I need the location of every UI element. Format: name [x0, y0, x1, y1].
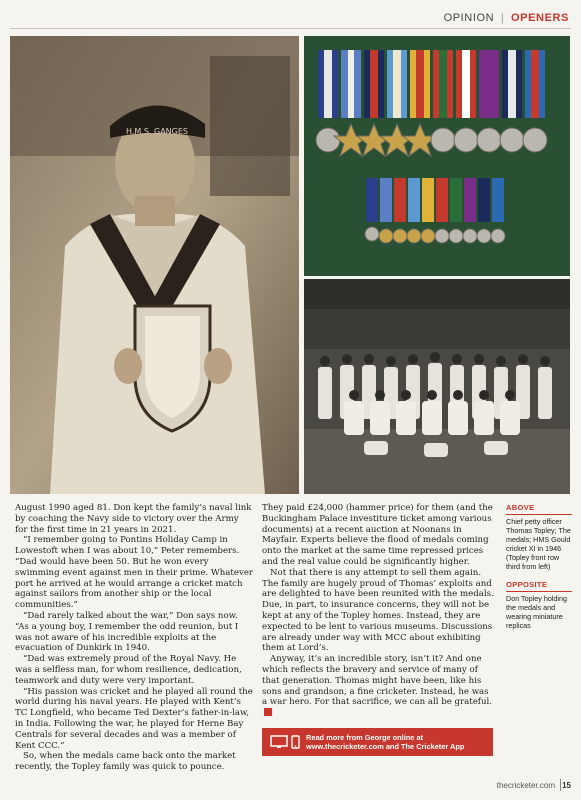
caption-above-label: ABOVE: [506, 503, 535, 512]
article-paragraph: So, when the medals came back onto the market recently, the Topley family was quick to pounce.: [15, 751, 236, 773]
team-photo: [304, 279, 570, 494]
caption-rule: [506, 514, 572, 515]
article-paragraph: “I remember going to Pontins Holiday Camp in Lowestoft when I was about 10,” Peter remembers. “Dad would have been 50. But he won every swimming event against men in their prime. Whatever port he arrived at he would arrange a cricket match against sailors from another ship or the local communities.”: [15, 535, 254, 611]
section-separator: |: [500, 12, 505, 24]
article-column-1: [15, 503, 253, 773]
promo-text: [306, 733, 464, 751]
footer-site: thecricketer.com: [496, 781, 555, 790]
caption-above: [506, 503, 572, 571]
promo-icons: [262, 735, 306, 749]
article-column-2: [262, 503, 494, 719]
header-rule: [10, 28, 571, 29]
section-openers: OPENERS: [511, 12, 569, 24]
section-opinion: OPINION: [443, 12, 495, 24]
caption-opposite: [506, 580, 572, 630]
section-label: [444, 12, 569, 24]
article-paragraph: “Dad rarely talked about the war,” Don says now. “As a young boy, I remember the odd reunion, but I was not aware of his incredible exploits at the evacuation of Dunkirk in 1940.: [15, 610, 239, 654]
sailor-photo: [10, 36, 299, 494]
captions: [506, 503, 572, 639]
monitor-icon: [270, 735, 288, 749]
article-paragraph: Not that there is any attempt to sell them again. The family are hugely proud of Thomas’ exploits and are delighted to have been reunited with the medals. Due, in part, to insurance concerns, they will not be kept at any of the Topley homes. Instead, they are expected to be lent to various museums. Discussions are already under way with MCC about exhibiting them at Lord’s.: [262, 567, 494, 654]
promo-line-2[interactable]: www.thecricketer.com and The Cricketer App: [306, 742, 465, 751]
caption-opposite-text: Don Topley holding the medals and wearing miniature replicas: [506, 594, 568, 630]
article-paragraph-text: Anyway, it’s an incredible story, isn’t it? And one which reflects the bravery and service of many of that generation. Thomas might have been, like his sons and grandson, a fine cricketer. Instead, he was a war hero. For that sacrifice, we can all be grateful.: [262, 654, 493, 708]
article-paragraph: “Dad was extremely proud of the Royal Navy. He was a selfless man, for whom resilience, dedication, teamwork and duty were very important.: [15, 654, 242, 686]
caption-opposite-label: OPPOSITE: [506, 580, 548, 589]
promo-line-1: Read more from George online at: [306, 733, 424, 742]
article-paragraph: “His passion was cricket and he played all round the world during his naval years. He played with Kent’s TC Longfield, who became Ted Dexter’s father-in-law, in India. Following the war, he played for Herne Bay Centrals for several decades and was a member of Kent CCC.”: [15, 686, 253, 751]
end-mark-icon: [264, 708, 272, 716]
article-paragraph: August 1990 aged 81. Don kept the family’s naval link by coaching the Navy side to victory over the Army for the first time in 21 years in 2021.: [15, 503, 252, 535]
page-number: 15: [562, 781, 571, 790]
cap-text: H.M.S. GANGES: [125, 127, 189, 136]
footer-separator: [560, 779, 561, 791]
caption-rule: [506, 591, 572, 592]
caption-above-text: Chief petty officer Thomas Topley; The medals; HMS Gould cricket XI in 1946 (Topley front row third from left): [506, 517, 571, 571]
promo-banner[interactable]: [262, 728, 493, 756]
phone-icon: [291, 735, 300, 749]
medals-photo: [304, 36, 570, 276]
article-paragraph: They paid £24,000 (hammer price) for them (and the Buckingham Palace investiture ticket among various documents) at a recent auction at Noonans in Mayfair. Experts believe the flood of medals coming onto the market at the same time repressed prices and the real value could be significantly higher.: [262, 503, 493, 567]
article-paragraph: [262, 654, 494, 719]
